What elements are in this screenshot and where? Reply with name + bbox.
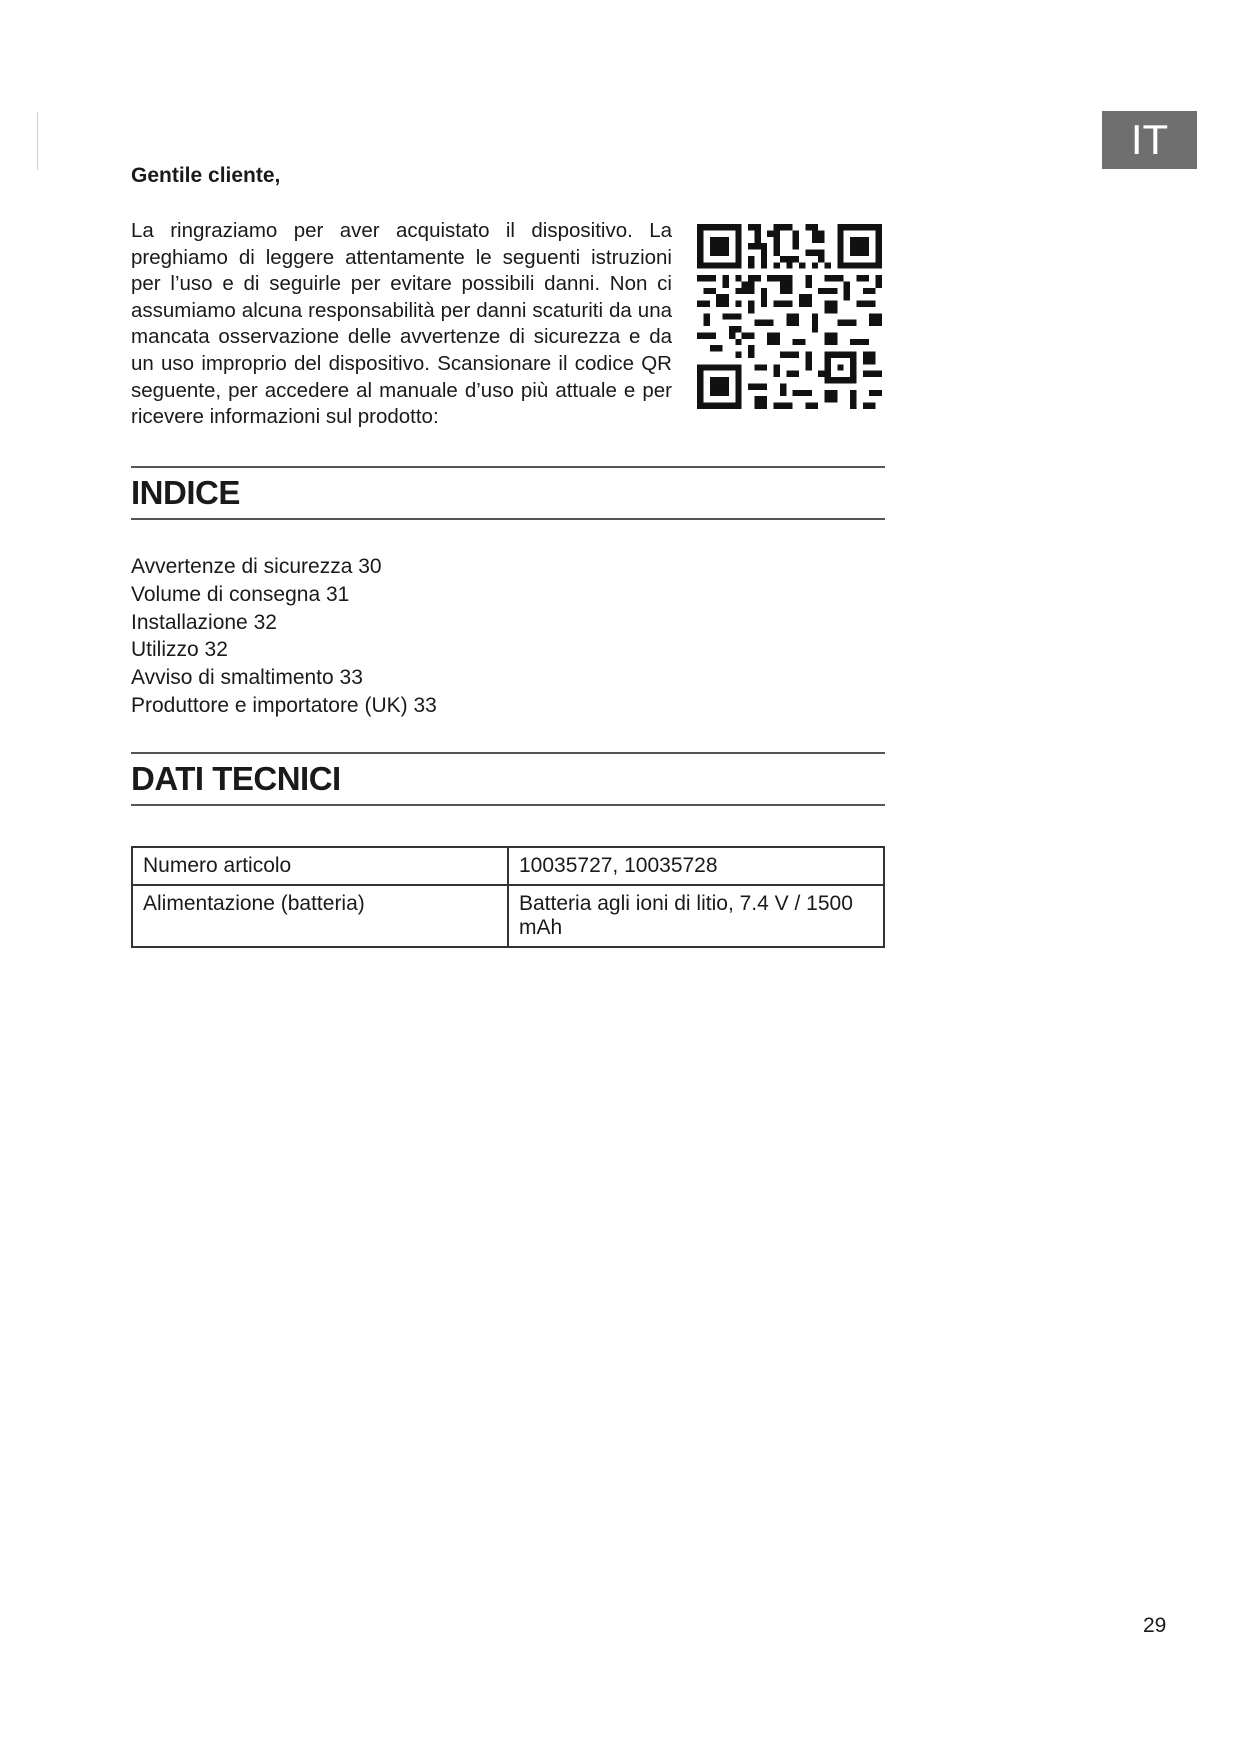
table-row [132,847,884,885]
table-row [132,885,884,947]
intro-text: La ringraziamo per aver acquistato il dispositivo. La preghiamo di leggere attentamente le seguenti istruzioni per l’uso e di seguirle per evitare possibili danni. Non ci assumiamo alcuna responsabilità per danni scaturiti da una mancata osservazione delle avvertenze di sicurezza e da un uso improprio del dispositivo. Scansionare il codice QR seguente, per accedere al manuale d’uso più attuale e per ricevere informazioni sul prodotto: [131,219,672,429]
page-number: 29 [1143,1614,1167,1637]
tech-data-table [131,846,885,948]
spec-label: Numero articolo [132,847,508,885]
index-item-installation[interactable]: Installazione 32 [131,610,277,634]
index-list [131,553,437,720]
spec-value: 10035727, 10035728 [508,847,884,885]
index-item-manufacturer[interactable]: Produttore e importatore (UK) 33 [131,693,437,717]
index-item-usage[interactable]: Utilizzo 32 [131,638,228,662]
language-tab: IT [1102,111,1197,169]
spec-label: Alimentazione (batteria) [132,885,508,947]
qr-code-graphic [697,224,882,409]
index-item-disposal[interactable]: Avviso di smaltimento 33 [131,666,363,690]
index-rule-top [131,466,885,468]
qr-code-icon[interactable] [697,224,882,409]
tech-rule-top [131,752,885,754]
index-item-safety[interactable]: Avvertenze di sicurezza 30 [131,555,382,578]
index-title: INDICE [131,474,240,511]
tech-rule-bottom [131,804,885,806]
index-rule-bottom [131,518,885,520]
index-item-delivery[interactable]: Volume di consegna 31 [131,582,350,606]
spec-value: Batteria agli ioni di litio, 7.4 V / 1500 mAh [508,885,884,947]
tech-data-title: DATI TECNICI [131,760,341,797]
greeting: Gentile cliente, [131,164,281,187]
margin-mark [37,112,38,170]
